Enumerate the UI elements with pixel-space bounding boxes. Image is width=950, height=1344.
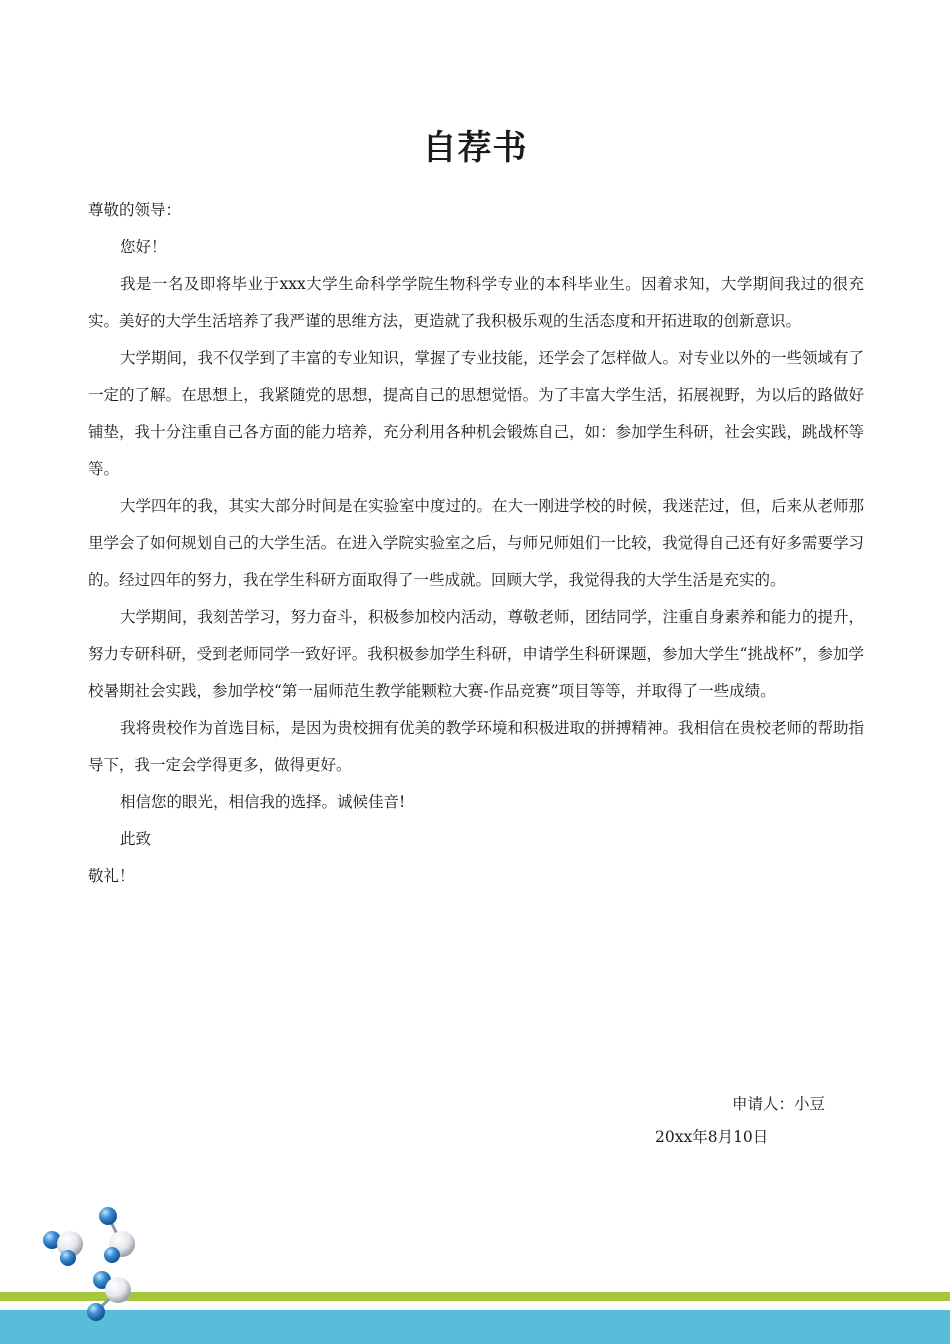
molecule-atom bbox=[99, 1207, 117, 1225]
molecule-icon bbox=[30, 1200, 150, 1330]
closing-cizhi: 此致 bbox=[120, 830, 152, 848]
salutation: 尊敬的领导： bbox=[88, 201, 182, 219]
applicant-signature: 申请人：小豆 bbox=[732, 1095, 826, 1113]
paragraph-5: 我将贵校作为首选目标，是因为贵校拥有优美的教学环境和积极进取的拼搏精神。我相信在贵校老师的帮助指导下，我一定会学得更多，做得更好。 bbox=[88, 719, 865, 774]
paragraph-3: 大学四年的我，其实大部分时间是在实验室中度过的。在大一刚进学校的时候，我迷茫过，但，后来从老师那里学会了如何规划自己的大学生活。在进入学院实验室之后，与师兄师姐们一比较，我觉得自己还有好多需要学习的。经过四年的努力，我在学生科研方面取得了一些成就。回顾大学，我觉得我的大学生活是充实的。 bbox=[88, 497, 865, 589]
greeting: 您好！ bbox=[120, 238, 167, 256]
molecule-atom bbox=[104, 1247, 120, 1263]
paragraph-1: 我是一名及即将毕业于xxx大学生命科学学院生物科学专业的本科毕业生。因着求知，大学期间我过的很充实。美好的大学生活培养了我严谨的思维方法，更造就了我积极乐观的生活态度和开拓进取的创新意识。 bbox=[88, 275, 864, 330]
letter-date: 20xx年8月10日 bbox=[655, 1128, 769, 1146]
closing-jingli: 敬礼！ bbox=[88, 867, 135, 885]
molecule-atom bbox=[60, 1250, 76, 1266]
paragraph-2: 大学期间，我不仅学到了丰富的专业知识，掌握了专业技能，还学会了怎样做人。对专业以外的一些领域有了一定的了解。在思想上，我紧随党的思想，提高自己的思想觉悟。为了丰富大学生活，拓展视野，为以后的路做好铺垫，我十分注重自己各方面的能力培养，充分利用各种机会锻炼自己，如：参加学生科研，社会实践，跳战杯等等。 bbox=[88, 349, 865, 478]
closing-line: 相信您的眼光，相信我的选择。诚候佳音! bbox=[120, 793, 406, 811]
molecule-atom bbox=[105, 1277, 131, 1303]
paragraph-4: 大学期间，我刻苦学习，努力奋斗，积极参加校内活动，尊敬老师，团结同学，注重自身素养和能力的提升，努力专研科研，受到老师同学一致好评。我积极参加学生科研，申请学生科研课题，参加大学生“挑战杯”，参加学校暑期社会实践，参加学校“第一届师范生教学能颗粒大赛-作品竞赛”项目等等，并取得了一些成绩。 bbox=[88, 608, 865, 700]
molecule-atom bbox=[87, 1303, 105, 1321]
document-title: 自荐书 bbox=[422, 128, 528, 168]
letter-body bbox=[88, 192, 864, 895]
